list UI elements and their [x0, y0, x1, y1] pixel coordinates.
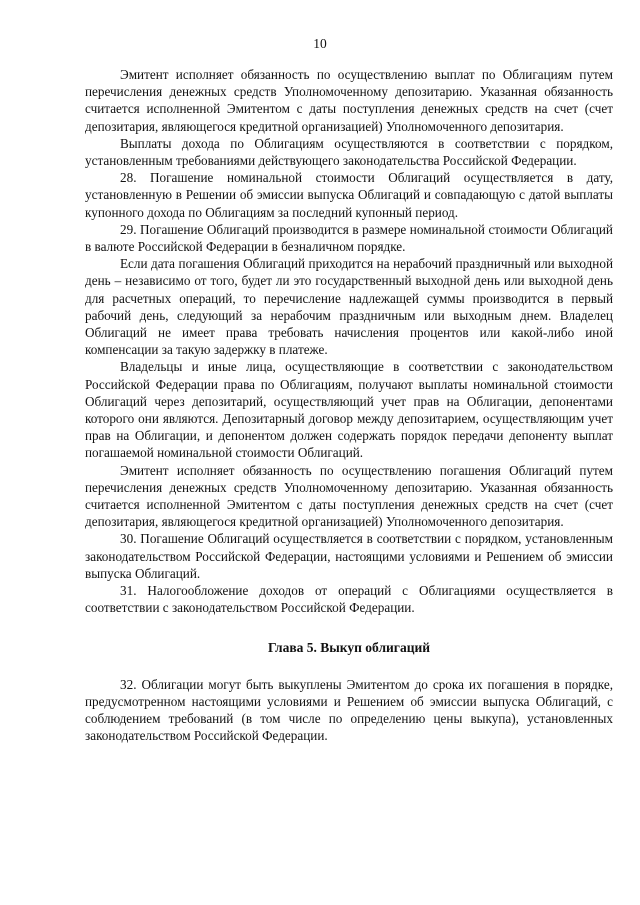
- paragraph-29: 29. Погашение Облигаций производится в размере номинальной стоимости Облигаций в валюте Российской Федерации в безналичном порядке.: [85, 221, 613, 255]
- chapter-heading: Глава 5. Выкуп облигаций: [267, 639, 431, 655]
- paragraph-holders: Владельцы и иные лица, осуществляющие в соответствии с законодательством Российской Федерации права по Облигациям, получают выплаты номинальной стоимости Облигаций через депозитарий, осуществляющий учет прав на Облигации, депонентами которого они являются. Депозитарный договор между депозитарием, осуществляющим учет прав на Облигации, и депонентом должен содержать порядок передачи депоненту выплат погашаемой номинальной стоимости Облигаций.: [85, 359, 613, 461]
- paragraph-32: 32. Облигации могут быть выкуплены Эмитентом до срока их погашения в порядке, предусмотренном настоящими условиями и Решением об эмиссии выпуска Облигаций, с соблюдением требований (в том числе по определению цены выкупа), установленных законодательством Российской Федерации.: [85, 676, 613, 744]
- paragraph-payment-obligation: Эмитент исполняет обязанность по осуществлению выплат по Облигациям путем перечисления денежных средств Уполномоченному депозитарию. Указанная обязанность считается исполненной Эмитентом с даты поступления денежных средств на счет (счет депозитария, являющегося кредитной организацией) Уполномоченного депозитария.: [85, 67, 613, 134]
- paragraph-income-payments: Выплаты дохода по Облигациям осуществляются в соответствии с порядком, установленным требованиями действующего законодательства Российской Федерации.: [85, 135, 613, 169]
- paragraph-redemption-obligation: Эмитент исполняет обязанность по осуществлению погашения Облигаций путем перечисления денежных средств Уполномоченному депозитарию. Указанная обязанность считается исполненной Эмитентом с даты поступления денежных средств на счет (счет депозитария, являющегося кредитной организацией) Уполномоченного депозитария.: [85, 462, 613, 530]
- paragraph-31: 31. Налогообложение доходов от операций с Облигациями осуществляется в соответствии с законодательством Российской Федерации.: [85, 583, 613, 616]
- paragraph-28: 28. Погашение номинальной стоимости Облигаций осуществляется в дату, установленную в Решении об эмиссии выпуска Облигаций и совпадающую с датой выплаты купонного дохода по Облигациям за последний купонный период.: [85, 170, 613, 220]
- document-body: [85, 66, 613, 745]
- paragraph-non-working-day: Если дата погашения Облигаций приходится на нерабочий праздничный или выходной день – независимо от того, будет ли это государственный выходной день или выходной день для расчетных операций, то перечисление надлежащей суммы производится в первый рабочий день, следующий за нерабочим праздничным или выходным днем. Владелец Облигаций не имеет права требовать начисления процентов или какой-либо иной компенсации за такую задержку в платеже.: [85, 256, 613, 358]
- page-number: 10: [313, 36, 327, 51]
- paragraph-30: 30. Погашение Облигаций осуществляется в соответствии с порядком, установленным законодательством Российской Федерации, настоящими условиями и Решением об эмиссии выпуска Облигаций.: [85, 531, 613, 581]
